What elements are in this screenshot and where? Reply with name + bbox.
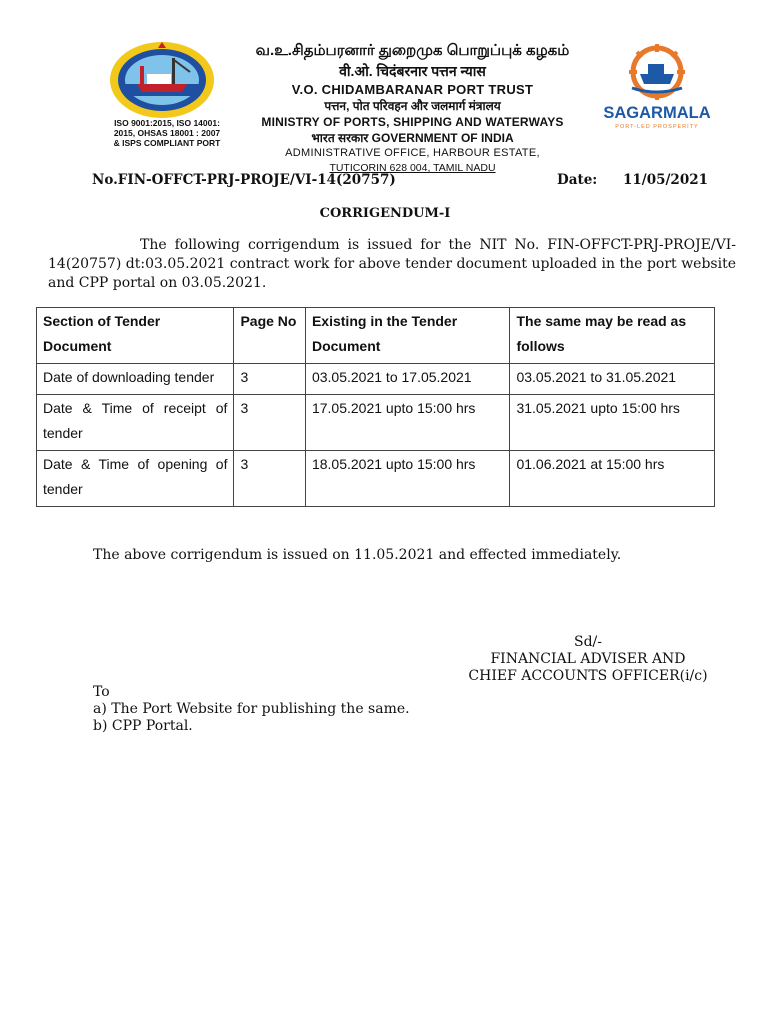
corrigendum-table [36, 307, 715, 507]
iso-line: ISO 9001:2015, ISO 14001: [114, 118, 220, 128]
date-value: 11/05/2021 [623, 172, 709, 188]
government-name: GOVERNMENT OF INDIA [371, 131, 514, 145]
admin-office: ADMINISTRATIVE OFFICE, HARBOUR ESTATE, [285, 147, 540, 159]
reference-number: No.FIN-OFFCT-PRJ-PROJE/VI-14(20757) [92, 172, 396, 188]
table-row [37, 395, 715, 451]
signatory-title-line2: CHIEF ACCOUNTS OFFICER(i/c) [468, 668, 708, 684]
tamil-name: வ.உ.சிதம்பரனார் துறைமுக பொறுப்புக் கழகம் [255, 42, 570, 59]
closing-statement: The above corrigendum is issued on 11.05.2021 and effected immediately. [93, 547, 622, 563]
date-label: Date: [557, 172, 598, 188]
table-header-row [37, 308, 715, 364]
table-row [37, 451, 715, 507]
table-cell: 3 [234, 364, 306, 395]
table-cell: 18.05.2021 upto 15:00 hrs [305, 451, 510, 507]
to-label: To [93, 684, 110, 700]
organization-name: V.O. CHIDAMBARANAR PORT TRUST [291, 82, 534, 97]
table-cell: 03.05.2021 to 17.05.2021 [305, 364, 510, 395]
table-cell: 03.05.2021 to 31.05.2021 [510, 364, 715, 395]
table-cell: 3 [234, 395, 306, 451]
table-cell: Date & Time of receipt of tender [37, 395, 234, 451]
column-header: The same may be read as follows [510, 308, 715, 364]
recipient-item: a) The Port Website for publishing the same. [93, 701, 410, 717]
intro-paragraph: The following corrigendum is issued for the NIT No. FIN-OFFCT-PRJ-PROJE/VI-14(20757) dt:03.05.2021 contract work for above tender document uploaded in the port website and CPP portal on 03.05.2021. [48, 237, 736, 291]
table-cell: 31.05.2021 upto 15:00 hrs [510, 395, 715, 451]
column-header: Existing in the Tender Document [305, 308, 510, 364]
table-cell: Date & Time of opening of tender [37, 451, 234, 507]
table-cell: 3 [234, 451, 306, 507]
address: TUTICORIN 628 004, TAMIL NADU [329, 162, 496, 174]
column-header: Page No [234, 308, 306, 364]
government-line [240, 130, 585, 146]
recipient-item: b) CPP Portal. [93, 718, 193, 734]
sagarmala-name: SAGARMALA [603, 104, 711, 122]
signatory-title-line1: FINANCIAL ADVISER AND [490, 651, 686, 667]
document-title: CORRIGENDUM-I [319, 206, 451, 221]
table-cell: 17.05.2021 upto 15:00 hrs [305, 395, 510, 451]
iso-line: 2015, OHSAS 18001 : 2007 [113, 128, 221, 138]
table-cell: Date of downloading tender [37, 364, 234, 395]
signature-sd: Sd/- [574, 634, 602, 650]
iso-certification [92, 118, 242, 148]
signature-block [440, 634, 736, 685]
ministry-name: MINISTRY OF PORTS, SHIPPING AND WATERWAYS [261, 115, 564, 129]
hindi-ministry: पत्तन, पोत परिवहन और जलमार्ग मंत्रालय [324, 99, 501, 113]
iso-line: & ISPS COMPLIANT PORT [113, 138, 221, 148]
table-row [37, 364, 715, 395]
letterhead-header [240, 40, 585, 175]
recipients-block [93, 684, 410, 735]
hindi-government: भारत सरकार [311, 131, 369, 145]
sagarmala-tagline: PORT-LED PROSPERITY [615, 124, 699, 130]
column-header: Section of Tender Document [37, 308, 234, 364]
hindi-name: वी.ओ. चिदंबरनार पत्तन न्यास [339, 63, 486, 79]
table-cell: 01.06.2021 at 15:00 hrs [510, 451, 715, 507]
port-trust-logo [92, 40, 232, 120]
